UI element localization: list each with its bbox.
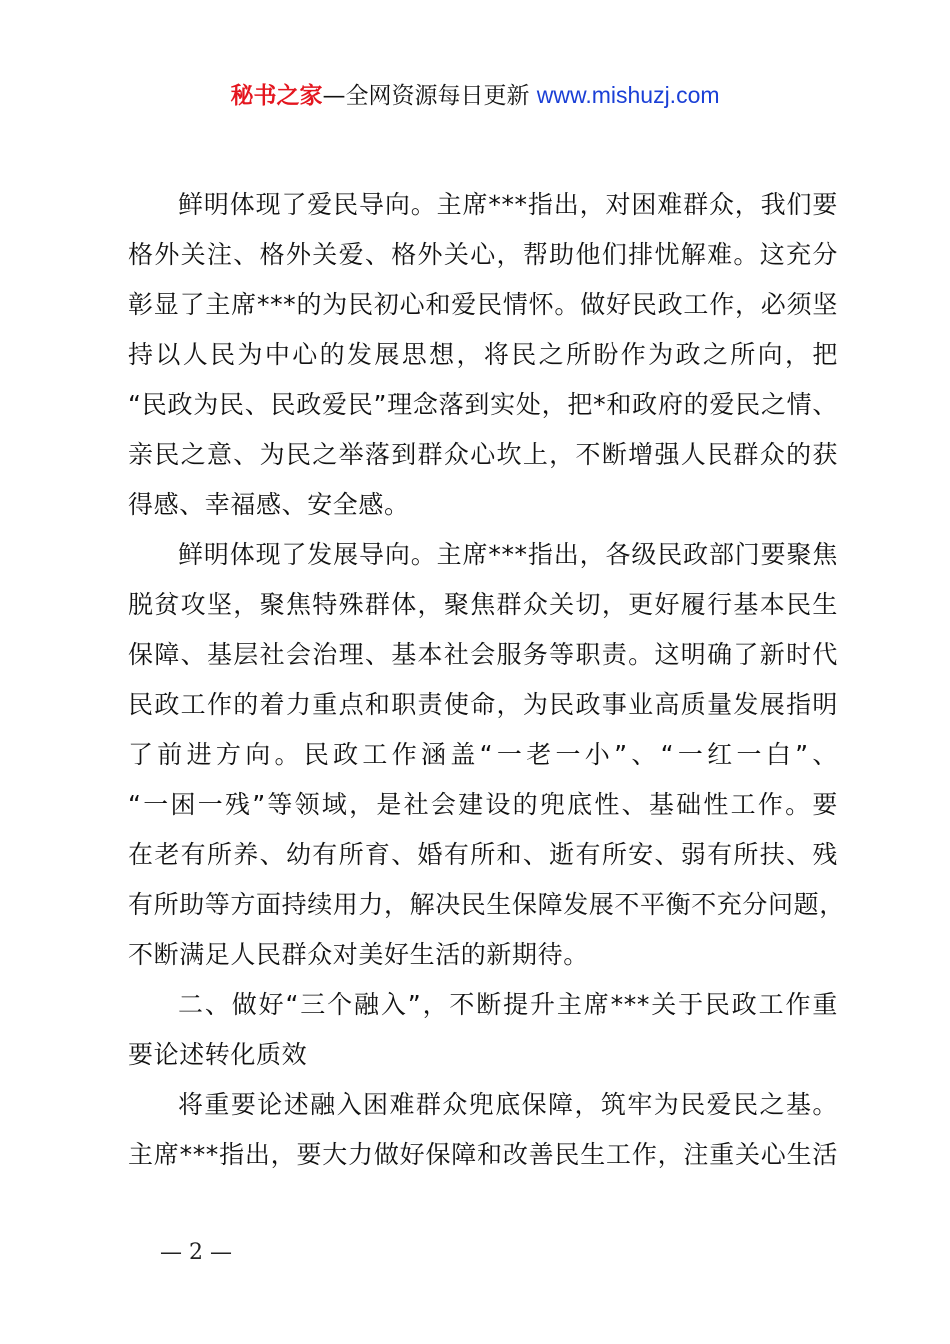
text-line: “民政为民、民政爱民”理念落到实处，把*和政府的爱民之情、 [128, 390, 838, 419]
page-number: — 2 — [160, 1240, 232, 1265]
text-line: “一困一残”等领域，是社会建设的兜底性、基础性工作。要 [128, 790, 838, 819]
text-line: 将重要论述融入困难群众兜底保障，筑牢为民爱民之基。 [178, 1090, 838, 1119]
text-line: 彰显了主席***的为民初心和爱民情怀。做好民政工作，必须坚 [128, 290, 838, 319]
text-line: 了前进方向。民政工作涵盖“一老一小”、“一红一白”、 [128, 740, 838, 769]
text-line: 格外关注、格外关爱、格外关心，帮助他们排忧解难。这充分 [128, 240, 838, 269]
site-url[interactable]: www.mishuzj.com [536, 82, 720, 108]
text-line: 持以人民为中心的发展思想，将民之所盼作为政之所向，把 [128, 340, 838, 369]
text-line: 民政工作的着力重点和职责使命，为民政事业高质量发展指明 [128, 690, 838, 719]
text-line: 有所助等方面持续用力，解决民生保障发展不平衡不充分问题， [128, 890, 845, 919]
brand-name: 秘书之家 [230, 83, 323, 109]
text-line: 鲜明体现了发展导向。主席***指出，各级民政部门要聚焦 [178, 540, 838, 569]
section-heading-line: 要论述转化质效 [128, 1040, 308, 1069]
text-line: 在老有所养、幼有所育、婚有所和、逝有所安、弱有所扶、残 [128, 840, 838, 869]
section-heading-line: 二、做好“三个融入”，不断提升主席***关于民政工作重 [178, 990, 838, 1019]
text-line: 主席***指出，要大力做好保障和改善民生工作，注重关心生活 [128, 1140, 838, 1169]
text-line: 不断满足人民群众对美好生活的新期待。 [128, 940, 589, 969]
text-line: 保障、基层社会治理、基本社会服务等职责。这明确了新时代 [128, 640, 838, 669]
header-tagline: —全网资源每日更新 [322, 83, 537, 109]
text-line: 鲜明体现了爱民导向。主席***指出，对困难群众，我们要 [178, 190, 838, 219]
text-line: 亲民之意、为民之举落到群众心坎上，不断增强人民群众的获 [128, 440, 838, 469]
text-line: 得感、幸福感、安全感。 [128, 490, 410, 519]
text-line: 脱贫攻坚，聚焦特殊群体，聚焦群众关切，更好履行基本民生 [128, 590, 838, 619]
site-header [0, 80, 950, 111]
